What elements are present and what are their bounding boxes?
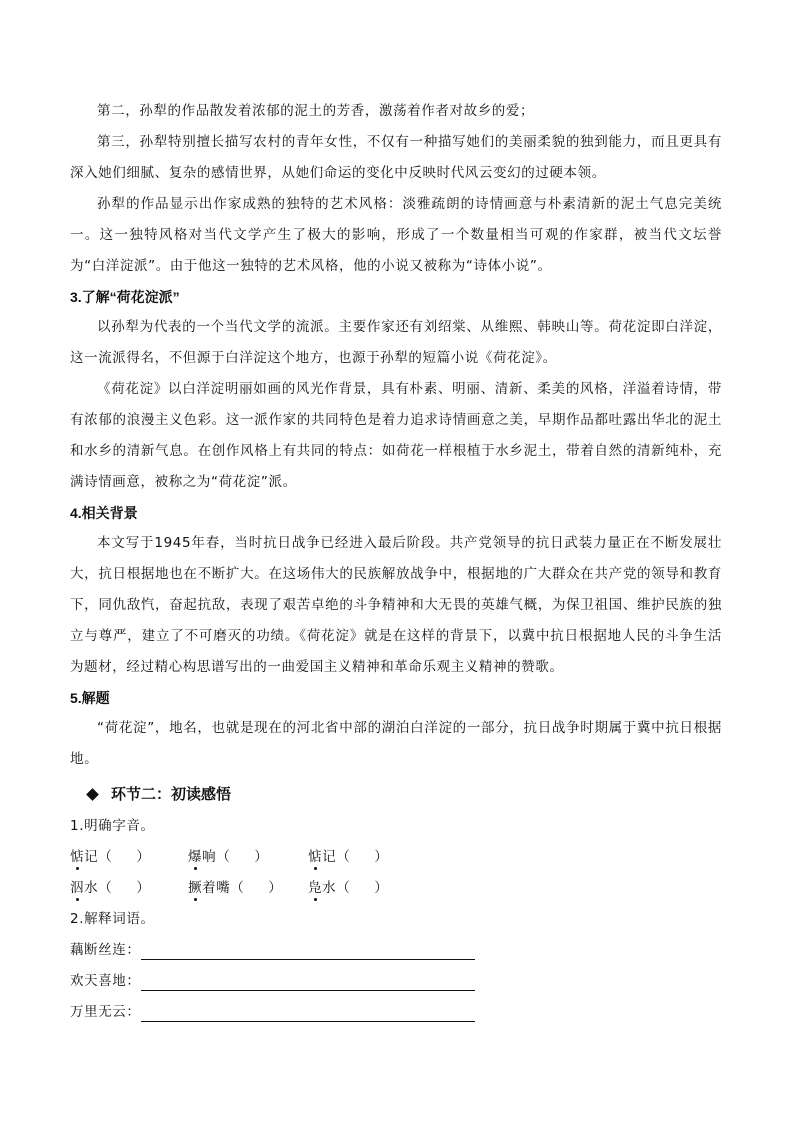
vocabulary-term: 藕断丝连： [70, 942, 141, 958]
pronunciation-item: 泅 水（ ） [70, 873, 188, 904]
vocabulary-item [70, 966, 722, 997]
vocabulary-term: 万里无云： [70, 1004, 141, 1020]
pronunciation-row-1 [70, 842, 722, 873]
pronunciation-item: 爆 响（ ） [188, 842, 308, 873]
section-title-step-two [88, 777, 722, 811]
paragraph: 第二，孙犁的作品散发着浓郁的泥土的芳香，激荡着作者对故乡的爱； [97, 103, 535, 119]
vocabulary-item [70, 997, 722, 1028]
paragraph: 以孙犁为代表的一个当代文学的流派。主要作家还有刘绍棠、从维熙、韩映山等。荷花淀即白洋淀，这一流派得名，不但源于白洋淀这个地方，也源于孙犁的短篇小说《荷花淀》。 [70, 319, 722, 366]
paragraph: “荷花淀”，地名，也就是现在的河北省中部的湖泊白洋淀的一部分，抗日战争时期属于冀中抗日根据地。 [70, 720, 722, 767]
answer-blank[interactable] [350, 873, 374, 904]
diamond-bullet-icon [86, 788, 99, 801]
paragraph: 《荷花淀》以白洋淀明丽如画的风光作背景，具有朴素、明丽、清新、柔美的风格，洋溢着诗情，带有浓郁的浪漫主义色彩。这一派作家的共同特色是着力追求诗情画意之美，早期作品都吐露出华北的泥土和水乡的清新气息。在创作风格上有共同的特点：如荷花一样根植于水乡泥土，带着自然的清新纯朴，充满诗情画意，被称之为“荷花淀”派。 [70, 381, 722, 490]
pronunciation-item: 惦 记（ ） [308, 842, 428, 873]
pronunciation-item: 惦 记（ ） [70, 842, 188, 873]
vocabulary-item [70, 935, 722, 966]
answer-line[interactable] [141, 969, 475, 991]
pronunciation-row-2 [70, 873, 722, 904]
answer-blank[interactable] [244, 873, 268, 904]
paragraph: 孙犁的作品显示出作家成熟的独特的艺术风格：淡雅疏朗的诗情画意与朴素清新的泥土气息完美统一。这一独特风格对当代文学产生了极大的影响，形成了一个数量相当可观的作家群，被当代文坛誉为“白洋淀派”。由于他这一独特的艺术风格，他的小说又被称为“诗体小说”。 [70, 196, 722, 274]
document-page [70, 96, 722, 1028]
section-heading-4: 4.相关背景 [70, 505, 138, 521]
pronunciation-item: 撅 着嘴（ ） [188, 873, 308, 904]
pronunciation-item: 凫 水（ ） [308, 873, 428, 904]
answer-line[interactable] [141, 938, 475, 960]
paragraph: 第三，孙犁特别擅长描写农村的青年女性，不仅有一种描写她们的美丽柔貌的独到能力，而且更具有深入她们细腻、复杂的感情世界，从她们命运的变化中反映时代风云变幻的过硬本领。 [70, 134, 722, 181]
pronunciation-label: 1.明确字音。 [70, 818, 155, 834]
vocabulary-label: 2.解释词语。 [70, 911, 155, 927]
section-heading-5: 5.解题 [70, 690, 110, 706]
vocabulary-term: 欢天喜地： [70, 973, 141, 989]
answer-blank[interactable] [350, 842, 374, 873]
section-heading-3: 3.了解“荷花淀派” [70, 289, 180, 305]
paragraph: 本文写于1945年春，当时抗日战争已经进入最后阶段。共产党领导的抗日武装力量正在不断发展壮大，抗日根据地也在不断扩大。在这场伟大的民族解放战争中，根据地的广大群众在共产党的领导和教育下，同仇敌忾，奋起抗敌，表现了艰苦卓绝的斗争精神和大无畏的英雄气概，为保卫祖国、维护民族的独立与尊严，建立了不可磨灭的功绩。《荷花淀》就是在这样的背景下，以冀中抗日根据地人民的斗争生活为题材，经过精心构思谱写出的一曲爱国主义精神和革命乐观主义精神的赞歌。 [70, 535, 722, 675]
answer-blank[interactable] [230, 842, 254, 873]
section-title-text: 环节二：初读感悟 [111, 785, 232, 803]
answer-line[interactable] [141, 1000, 475, 1022]
answer-blank[interactable] [112, 873, 136, 904]
answer-blank[interactable] [112, 842, 136, 873]
